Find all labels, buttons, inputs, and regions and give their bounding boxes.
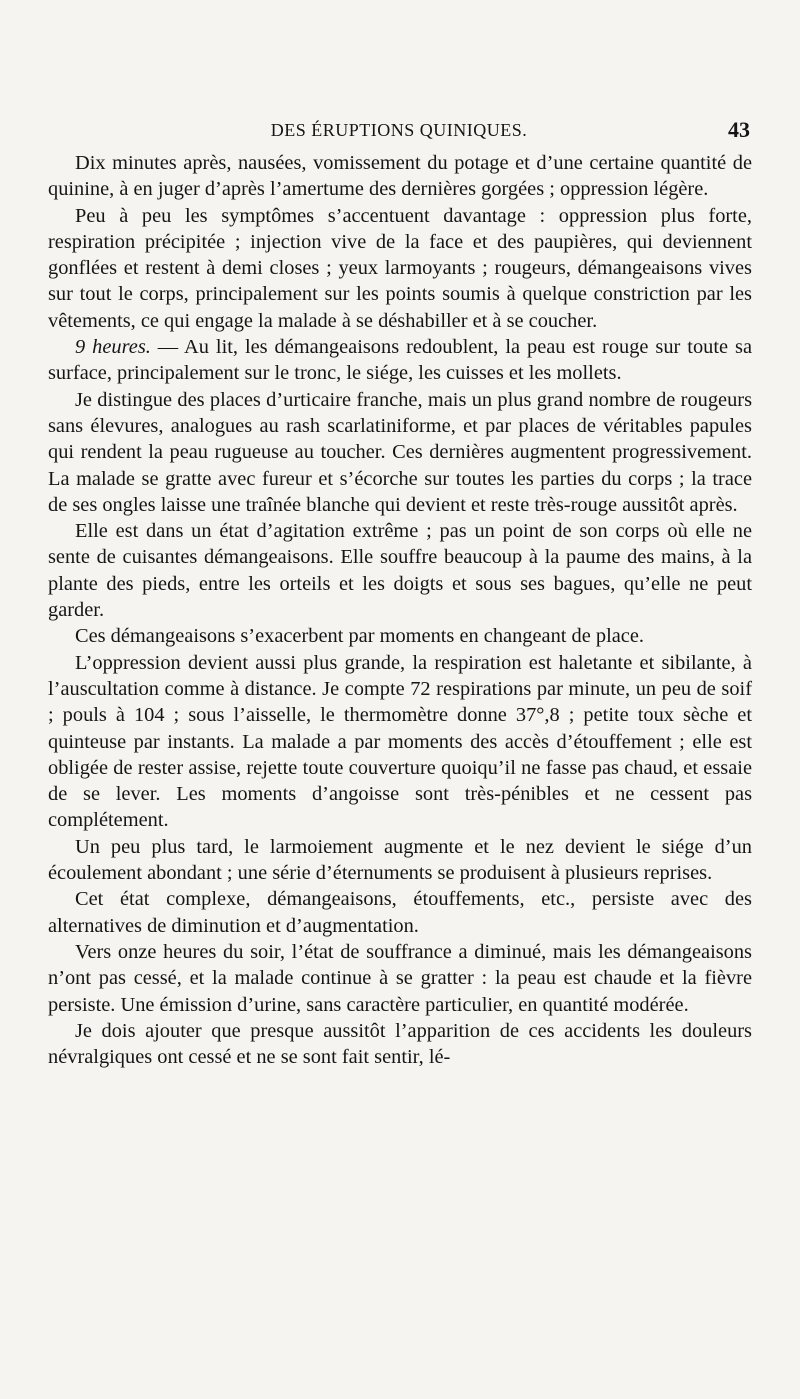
body-text <box>48 150 752 1070</box>
page-header <box>48 116 750 148</box>
paragraph-1 <box>48 150 752 203</box>
page-number: 43 <box>728 117 750 142</box>
paragraph-text: Je distingue des places d’urticaire franche, mais un plus grand nombre de rougeurs sans élevures, analogues au rash scarlatiniforme, et par places de véritables papules qui rendent la peau rugueuse au toucher. Ces dernières augmentent progressivement. La malade se gratte avec fureur et s’écorche sur toutes les parties du corps ; la trace de ses ongles laisse une traînée blanche qui devient et reste très-rouge aussitôt après. <box>48 388 752 516</box>
paragraph-10 <box>48 939 752 1018</box>
paragraph-2 <box>48 203 752 334</box>
paragraph-text: Dix minutes après, nausées, vomissement du potage et d’une certaine quantité de quinine, à en juger d’après l’amertume des dernières gorgées ; oppression légère. <box>48 152 752 201</box>
paragraph-7 <box>48 650 752 834</box>
paragraph-9 <box>48 886 752 939</box>
paragraph-3 <box>48 334 752 387</box>
running-title: DES ÉRUPTIONS QUINIQUES. <box>270 120 528 140</box>
paragraph-text: Peu à peu les symptômes s’accentuent davantage : oppression plus forte, respiration précipitée ; injection vive de la face et des paupières, qui deviennent gonflées et restent à demi closes ; yeux larmoyants ; rougeurs, démangeaisons vives sur tout le corps, principalement sur les points soumis à quelque constriction par les vêtements, ce qui engage la malade à se déshabiller et à se coucher. <box>48 204 752 332</box>
paragraph-6 <box>48 623 752 649</box>
paragraph-4 <box>48 387 752 518</box>
paragraph-text: Cet état complexe, démangeaisons, étouffements, etc., persiste avec des alternatives de diminution et d’augmentation. <box>48 888 752 937</box>
paragraph-5 <box>48 518 752 623</box>
time-heading: 9 heures. <box>75 336 151 359</box>
paragraph-text: L’oppression devient aussi plus grande, la respiration est haletante et sibilante, à l’auscultation comme à distance. Je compte 72 respirations par minute, un peu de soif ; pouls à 104 ; sous l’aisselle, le thermomètre donne 37°,8 ; petite toux sèche et quinteuse par instants. La malade a par moments des accès d’étouffement ; elle est obligée de rester assise, rejette toute couverture quoiqu’il ne fasse pas chaud, et essaie de se lever. Les moments d’angoisse sont très-pénibles et ne cessent pas complétement. <box>48 651 752 832</box>
paragraph-text: — Au lit, les démangeaisons redoublent, la peau est rouge sur toute sa surface, principalement sur le tronc, le siége, les cuisses et les mollets. <box>48 336 753 385</box>
paragraph-text: Je dois ajouter que presque aussitôt l’apparition de ces accidents les douleurs névralgiques ont cessé et ne se sont fait sentir, lé- <box>48 1019 752 1069</box>
paragraph-11 <box>48 1018 752 1071</box>
paragraph-text: Ces démangeaisons s’exacerbent par moments en changeant de place. <box>75 625 645 648</box>
paragraph-8 <box>48 834 752 887</box>
paragraph-text: Vers onze heures du soir, l’état de souffrance a diminué, mais les démangeaisons n’ont pas cessé, et la malade continue à se gratter : la peau est chaude et la fièvre persiste. Une émission d’urine, sans caractère particulier, en quantité modérée. <box>48 940 752 1016</box>
paragraph-text: Elle est dans un état d’agitation extrême ; pas un point de son corps où elle ne sente de cuisantes démangeaisons. Elle souffre beaucoup à la paume des mains, à la plante des pieds, entre les orteils et les doigts et sous ses bagues, qu’elle ne peut garder. <box>48 520 752 622</box>
paragraph-text: Un peu plus tard, le larmoiement augmente et le nez devient le siége d’un écoulement abondant ; une série d’éternuments se produisent à plusieurs reprises. <box>48 835 752 885</box>
